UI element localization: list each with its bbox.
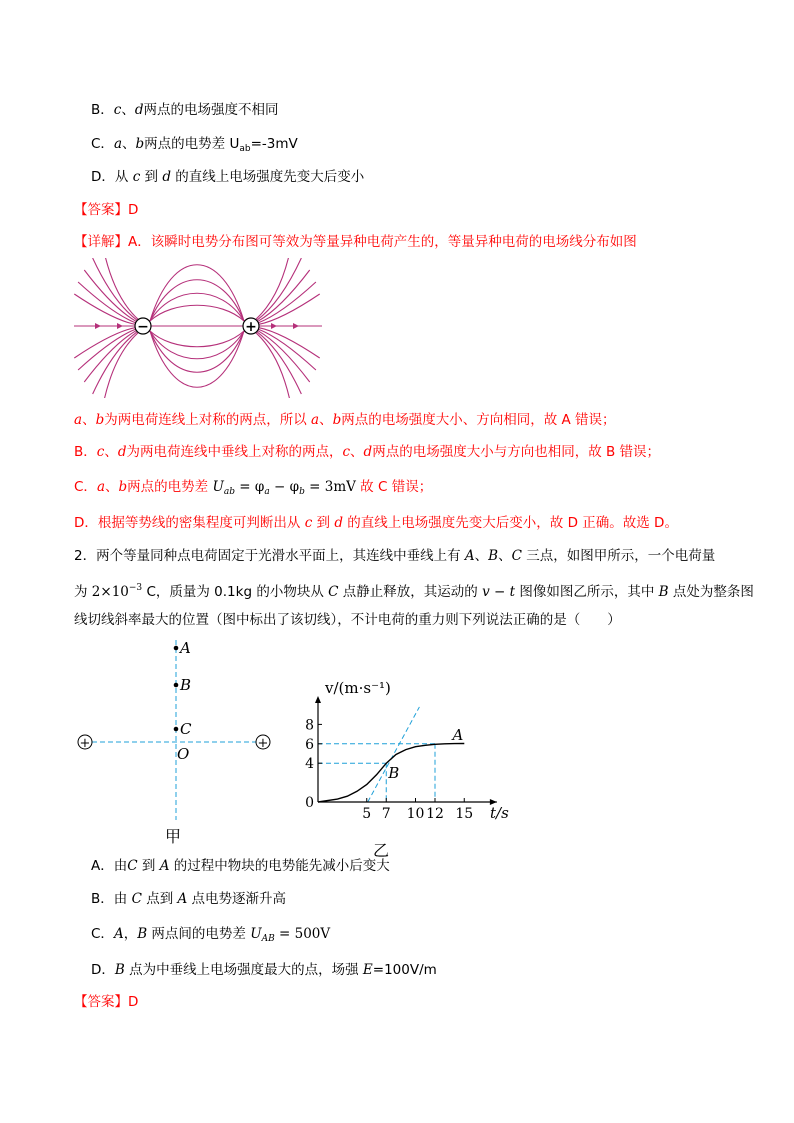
field-line-inner (150, 331, 244, 372)
x-tick-label: 7 (381, 806, 391, 822)
field-line-outer-right (259, 294, 320, 324)
right-charge-sign: + (257, 736, 269, 751)
negative-charge (135, 318, 151, 335)
field-line-inner (150, 280, 244, 321)
q2-option-d: D．B 点为中垂线上电场强度最大的点，场强 E=100V/m (91, 962, 437, 978)
figure-jia (72, 632, 292, 852)
point-b-label: B (180, 676, 192, 694)
q2-answer: 【答案】D (74, 994, 139, 1010)
field-arrow (117, 323, 123, 329)
field-line-outer-right (258, 331, 310, 382)
origin-label: O (177, 745, 190, 763)
x-tick-label: 10 (406, 806, 425, 822)
field-lines (74, 258, 322, 398)
q2-stem-line1: 2．两个等量同种点电荷固定于光滑水平面上，其连线中垂线上有 A、B、C 三点，如图甲所示，一个电荷量 (74, 548, 716, 564)
field-line-outer-left (74, 328, 135, 358)
tangent-line (368, 707, 420, 802)
x-axis-label: t/s (490, 804, 509, 822)
left-charge-sign: + (79, 736, 91, 751)
field-line-outer-left (74, 294, 135, 324)
curve-point-b-label: B (388, 764, 400, 783)
x-tick-label: 12 (426, 806, 444, 822)
field-line-outer-left (84, 270, 136, 321)
y-tick-label: 0 (305, 795, 314, 811)
q1-option-d: D．从 c 到 d 的直线上电场强度先变大后变小 (91, 169, 365, 185)
field-line-inner (150, 331, 244, 347)
figure-jia-caption: 甲 (164, 827, 182, 846)
y-tick-label: 6 (305, 736, 314, 753)
negative-charge-sign: − (137, 319, 149, 335)
q2-option-a: A．由C 到 A 的过程中物块的电势能先减小后变大 (91, 858, 390, 874)
q1-answer: 【答案】D (74, 202, 139, 218)
field-line-outer-right (258, 270, 310, 321)
point-c-label: C (180, 720, 192, 738)
q1-detail-a: a、b为两电荷连线上对称的两点，所以 a、b两点的电场强度大小、方向相同，故 A 错误； (74, 412, 616, 428)
field-line-outer-left (84, 331, 136, 382)
point-c-dot (174, 727, 179, 732)
point-b-dot (174, 683, 179, 688)
field-arrow (95, 323, 101, 329)
field-line-outer-right (259, 328, 320, 358)
q1-option-c: C．a、b两点的电势差 $U_{ab}=-3mV$ (91, 136, 298, 154)
q1-detail-c: C．a、b两点的电势差 $U_{ab} = \varphi_a - \varphi_b = 3mV$ 故 C 错误； (74, 479, 433, 497)
q2-stem-line2: 为 $2\times 10^{-3}$ C，质量为 0.1kg 的小物块从 C 点静止释放，其运动的 v − t 图像如图乙所示，其中 B 点处为整条图 (74, 583, 754, 600)
y-tick-label: 4 (305, 756, 314, 773)
x-tick-label: 5 (362, 806, 372, 822)
figure-yi-caption: 乙 (372, 841, 390, 860)
q2-stem-line3: 线切线斜率最大的位置（图中标出了该切线），不计电荷的重力则下列说法正确的是（ ） (74, 612, 621, 628)
y-axis-label: v/(m·s⁻¹) (325, 679, 391, 697)
y-tick-label: 8 (305, 717, 314, 734)
q1-detail-d: D．根据等势线的密集程度可判断出从 c 到 d 的直线上电场强度先变大后变小，故 D 正确。故选 D。 (74, 515, 678, 531)
field-line-inner (150, 305, 244, 321)
field-lines-figure (70, 258, 330, 398)
positive-charge (243, 318, 259, 335)
curve-point-a-label: A (452, 725, 464, 744)
field-arrow (271, 323, 277, 329)
field-arrow (293, 323, 299, 329)
q1-option-b: B．c、d两点的电场强度不相同 (91, 102, 279, 118)
point-a-label: A (180, 639, 191, 657)
q2-option-c: C．A，B 两点间的电势差 $U_{AB} = 500V$ (91, 926, 331, 944)
q1-detail-b: B．c、d为两电荷连线中垂线上对称的两点，c、d两点的电场强度大小与方向也相同，故 B 错误； (74, 444, 661, 460)
q2-option-b: B．由 C 点到 A 点电势逐渐升高 (91, 891, 287, 907)
y-axis-arrow (315, 696, 321, 703)
positive-charge-sign: + (245, 319, 257, 335)
vt-chart (296, 668, 536, 868)
point-a-dot (174, 646, 179, 651)
q1-detail-head: 【详解】A．该瞬时电势分布图可等效为等量异种电荷产生的，等量异种电荷的电场线分布如图 (74, 234, 637, 250)
x-tick-label: 15 (455, 806, 474, 822)
